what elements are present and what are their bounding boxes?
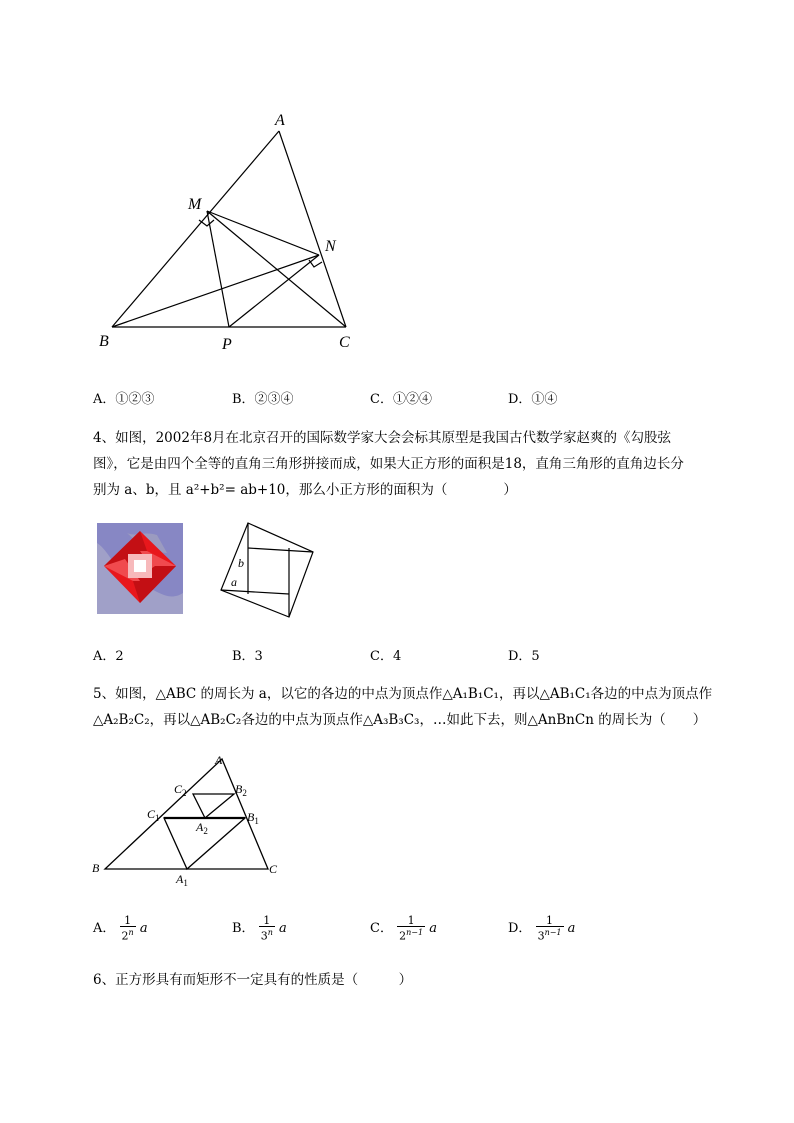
q3-option-a: A．①②③ xyxy=(93,392,155,407)
q5-label-C: C xyxy=(269,862,278,876)
q3-label-M: M xyxy=(188,196,202,213)
q4-option-b: B．3 xyxy=(232,649,263,664)
q5-label-A2: $A_2$ xyxy=(196,820,208,836)
q5-label-C2: $C_2$ xyxy=(174,782,187,798)
q4-option-a: A．2 xyxy=(93,649,124,664)
q5-label-B: B xyxy=(92,861,100,875)
q5-option-c: C． $\frac{1}{2^{n-1}}$ a xyxy=(370,914,437,943)
q3-option-c: C．①②④ xyxy=(370,392,432,407)
q3-figure xyxy=(95,105,365,355)
q5-label-A1: $A_1$ xyxy=(176,872,188,887)
q4-text-line-3 xyxy=(93,480,517,500)
q3-option-b: B．②③④ xyxy=(232,392,294,407)
q3-label-A: A xyxy=(275,112,285,129)
q3-option-d: D．①④ xyxy=(508,392,558,407)
q4-text-line-1: 4、如图，2002年8月在北京召开的国际数学家大会会标其原型是我国古代数学家赵爽的《勾股弦 xyxy=(93,430,672,446)
zhao-shuang-logo-image xyxy=(97,523,183,614)
q6-text-line-1: 6、正方形具有而矩形不一定具有的性质是（ ） xyxy=(93,972,413,988)
q5-option-a: A． $\frac{1}{2^n}$ a xyxy=(93,914,148,943)
q5-text-line-2: △A₂B₂C₂，再以△AB₂C₂各边的中点为顶点作△A₃B₃C₃，…如此下去，则△AnBnCn 的周长为（ ） xyxy=(93,712,707,728)
q4-text-line-3-post: ） xyxy=(503,482,517,498)
q5-option-b: B． $\frac{1}{3^n}$ a xyxy=(232,914,287,943)
q5-label-B2: $B_2$ xyxy=(235,782,247,798)
q5-option-d: D． $\frac{1}{3^{n-1}}$ a xyxy=(508,914,576,943)
q3-label-P: P xyxy=(222,336,232,353)
q5-label-A: A xyxy=(215,753,223,767)
q4-label-b: b xyxy=(238,556,244,570)
q4-option-c: C．4 xyxy=(370,649,402,664)
q5-figure xyxy=(90,752,290,887)
q5-text-line-1: 5、如图，△ABC 的周长为 a，以它的各边的中点为顶点作△A₁B₁C₁，再以△AB₁C₁各边的中点为顶点作 xyxy=(93,686,713,702)
q3-label-C: C xyxy=(339,334,350,351)
q4-text-line-2: 图》，它是由四个全等的直角三角形拼接而成，如果大正方形的面积是18，直角三角形的直角边长分 xyxy=(93,456,684,472)
q5-label-C1: $C_1$ xyxy=(147,807,160,823)
q5-label-B1: $B_1$ xyxy=(247,810,259,826)
q4-label-a: a xyxy=(231,575,237,589)
q4-option-d: D．5 xyxy=(508,649,540,664)
q4-text-line-3-pre: 别为 a、b，且 a²+b²= ab+10，那么小正方形的面积为（ xyxy=(93,482,448,498)
q3-label-B: B xyxy=(99,333,109,350)
q3-label-N: N xyxy=(325,238,336,255)
q4-diagram xyxy=(218,520,318,620)
